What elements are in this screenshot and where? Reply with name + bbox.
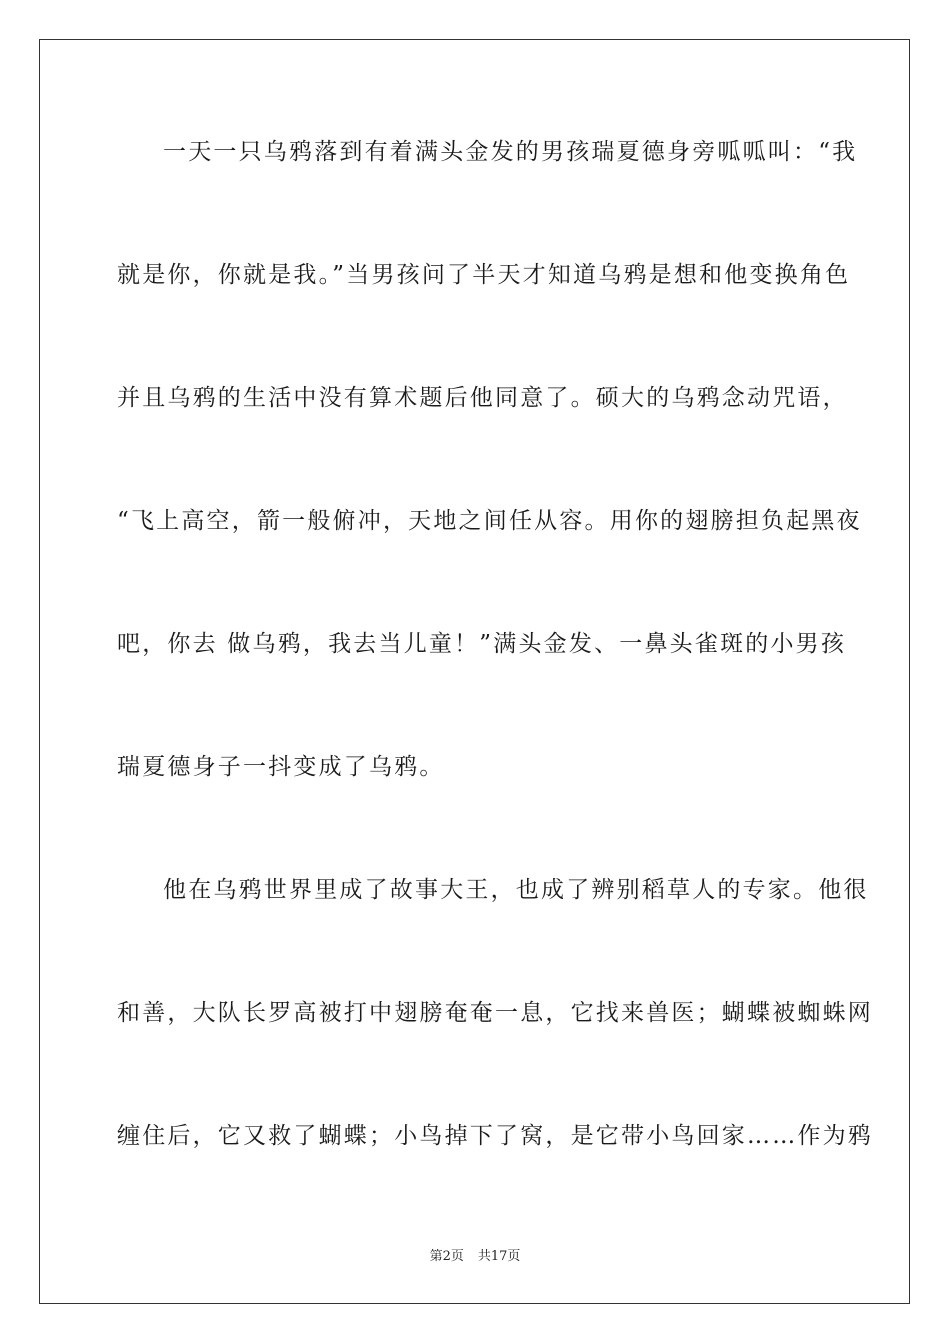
paragraph-line: 缠住后，它又救了蝴蝶；小鸟掉下了窝，是它带小鸟回家……作为鸦 [117,1123,873,1149]
paragraph-line: 一天一只乌鸦落到有着满头金发的男孩瑞夏德身旁呱呱叫：“我 [163,139,858,165]
page-footer [0,1248,950,1266]
page-total: 共17页 [477,1249,521,1264]
paragraph-line: 他在乌鸦世界里成了故事大王，也成了辨别稻草人的专家。他很 [163,877,869,903]
paragraph-line: 并且乌鸦的生活中没有算术题后他同意了。硕大的乌鸦念动咒语， [117,385,848,411]
paragraph-line: 瑞夏德身子一抖变成了乌鸦。 [117,754,445,780]
page-border [39,39,910,1304]
paragraph-line: 就是你，你就是我。”当男孩问了半天才知道乌鸦是想和他变换角色 [117,262,851,288]
paragraph-line: 和善，大队长罗高被打中翅膀奄奄一息，它找来兽医；蝴蝶被蜘蛛网 [117,1000,873,1026]
paragraph-line: “飞上高空，箭一般俯冲，天地之间任从容。用你的翅膀担负起黑夜 [117,508,862,534]
page-number: 第2页 [429,1249,464,1264]
paragraph-line: 吧，你去 做乌鸦，我去当儿童！”满头金发、一鼻头雀斑的小男孩 [117,631,847,657]
